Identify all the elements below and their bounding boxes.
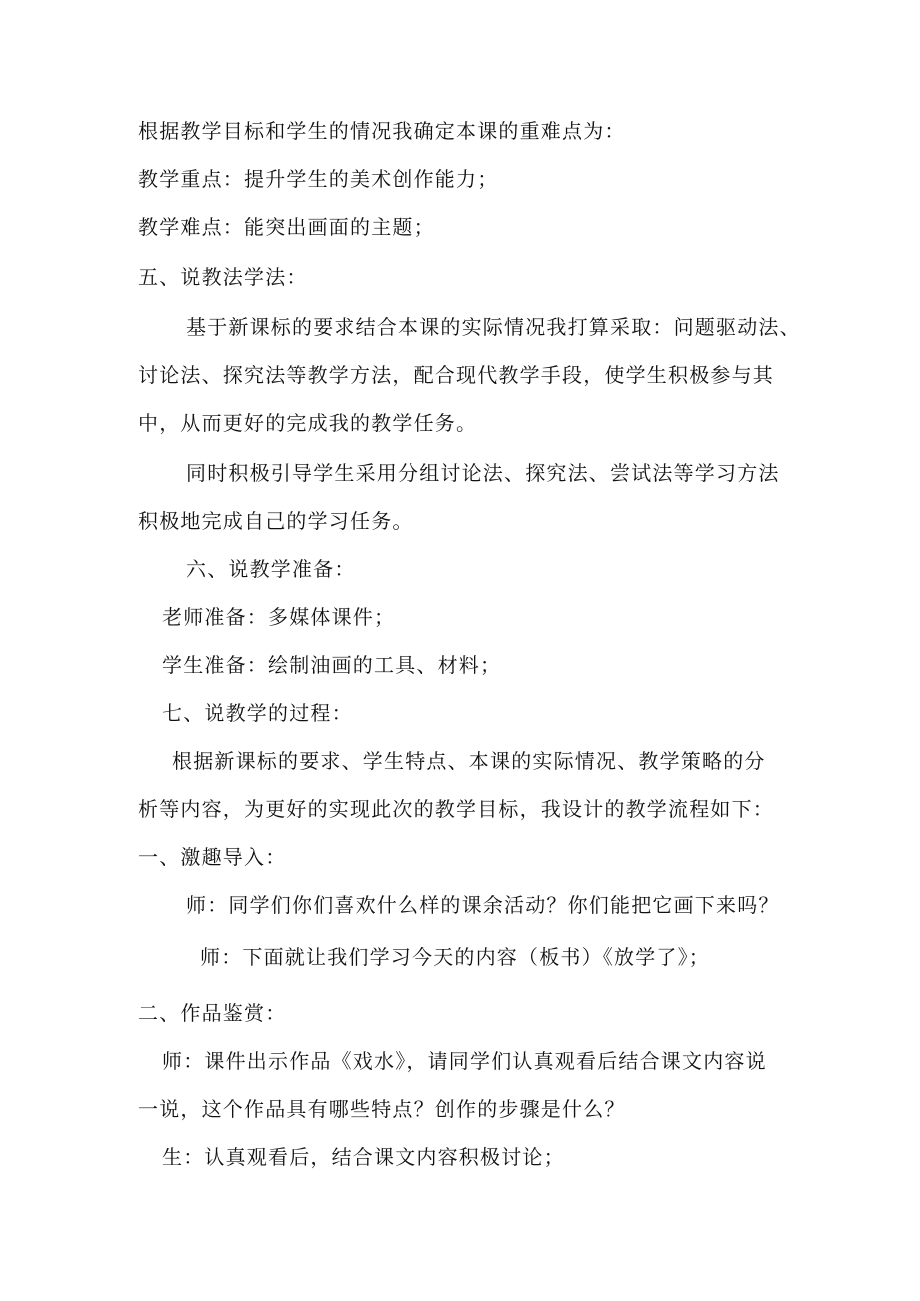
- section-heading: 一、激趣导入：: [138, 845, 287, 869]
- text-line: 根据教学目标和学生的情况我确定本课的重难点为：: [138, 119, 626, 143]
- text-line: 教学难点：能突出画面的主题；: [138, 215, 435, 239]
- text-line: 师：同学们你们喜欢什么样的课余活动？你们能把它画下来吗？: [186, 893, 780, 917]
- text-line: 析等内容，为更好的实现此次的教学目标，我设计的教学流程如下：: [138, 797, 774, 821]
- section-heading: 七、说教学的过程：: [162, 701, 353, 725]
- text-line: 基于新课标的要求结合本课的实际情况我打算采取：问题驱动法、: [186, 315, 801, 339]
- text-line: 生：认真观看后，结合课文内容积极讨论；: [162, 1145, 565, 1169]
- text-line: 老师准备：多媒体课件；: [162, 605, 396, 629]
- text-line: 学生准备：绘制油画的工具、材料；: [162, 653, 502, 677]
- section-heading: 六、说教学准备：: [186, 557, 356, 581]
- text-line: 教学重点：提升学生的美术创作能力；: [138, 167, 499, 191]
- section-heading: 五、说教法学法：: [138, 265, 308, 289]
- text-line: 同时积极引导学生采用分组讨论法、探究法、尝试法等学习方法: [186, 461, 780, 485]
- text-line: 一说，这个作品具有哪些特点？创作的步骤是什么？: [138, 1097, 626, 1121]
- text-line: 中，从而更好的完成我的教学任务。: [138, 411, 478, 435]
- text-line: 积极地完成自己的学习任务。: [138, 509, 414, 533]
- text-line: 讨论法、探究法等教学方法，配合现代教学手段，使学生积极参与其: [138, 363, 774, 387]
- text-line: 师：课件出示作品《戏水》，请同学们认真观看后结合课文内容说: [162, 1049, 767, 1073]
- text-line: 师：下面就让我们学习今天的内容（板书）《放学了》；: [200, 945, 710, 969]
- section-heading: 二、作品鉴赏：: [138, 1001, 287, 1025]
- text-line: 根据新课标的要求、学生特点、本课的实际情况、教学策略的分: [172, 749, 766, 773]
